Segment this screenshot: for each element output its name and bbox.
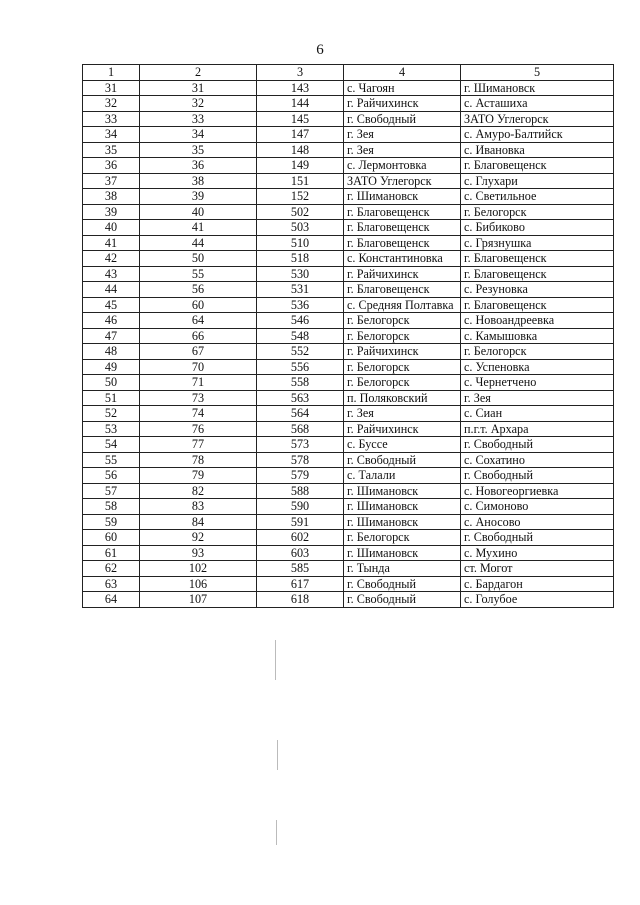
- table-row: [83, 437, 614, 453]
- table-cell: 52: [83, 406, 140, 422]
- table-cell: г. Благовещенск: [461, 158, 614, 174]
- table-cell: г. Райчихинск: [344, 266, 461, 282]
- table-row: [83, 328, 614, 344]
- table-cell: 56: [83, 468, 140, 484]
- routes-table: [82, 64, 614, 608]
- table-cell: 143: [257, 80, 344, 96]
- table-cell: 83: [140, 499, 257, 515]
- table-cell: г. Белогорск: [344, 530, 461, 546]
- table-cell: с. Талали: [344, 468, 461, 484]
- table-cell: 73: [140, 390, 257, 406]
- table-cell: 92: [140, 530, 257, 546]
- table-cell: 152: [257, 189, 344, 205]
- table-cell: 60: [83, 530, 140, 546]
- table-cell: г. Шимановск: [344, 545, 461, 561]
- table-row: [83, 173, 614, 189]
- table-cell: 55: [83, 452, 140, 468]
- scan-artifact: [276, 820, 277, 845]
- table-cell: 145: [257, 111, 344, 127]
- table-cell: г. Свободный: [461, 530, 614, 546]
- table-cell: 102: [140, 561, 257, 577]
- table-cell: 53: [83, 421, 140, 437]
- table-cell: с. Константиновка: [344, 251, 461, 267]
- table-cell: 71: [140, 375, 257, 391]
- table-cell: 48: [83, 344, 140, 360]
- table-cell: 147: [257, 127, 344, 143]
- table-row: [83, 545, 614, 561]
- table-cell: с. Резуновка: [461, 282, 614, 298]
- table-cell: 74: [140, 406, 257, 422]
- table-cell: 32: [140, 96, 257, 112]
- table-cell: г. Свободный: [461, 437, 614, 453]
- table-cell: с. Чагоян: [344, 80, 461, 96]
- table-cell: 54: [83, 437, 140, 453]
- table-row: [83, 189, 614, 205]
- table-cell: 51: [83, 390, 140, 406]
- table-cell: 58: [83, 499, 140, 515]
- table-cell: г. Благовещенск: [461, 251, 614, 267]
- table-cell: 591: [257, 514, 344, 530]
- table-cell: 548: [257, 328, 344, 344]
- table-cell: 64: [140, 313, 257, 329]
- table-cell: 568: [257, 421, 344, 437]
- table-cell: 62: [83, 561, 140, 577]
- table-cell: с. Камышовка: [461, 328, 614, 344]
- table-cell: 56: [140, 282, 257, 298]
- table-cell: 66: [140, 328, 257, 344]
- table-cell: ЗАТО Углегорск: [344, 173, 461, 189]
- table-cell: с. Сиан: [461, 406, 614, 422]
- table-cell: 43: [83, 266, 140, 282]
- table-cell: 44: [83, 282, 140, 298]
- table-cell: 588: [257, 483, 344, 499]
- table-cell: 149: [257, 158, 344, 174]
- table-row: [83, 421, 614, 437]
- table-cell: с. Новогеоргиевка: [461, 483, 614, 499]
- table-cell: 55: [140, 266, 257, 282]
- table-cell: г. Благовещенск: [461, 297, 614, 313]
- table-row: [83, 359, 614, 375]
- table-cell: г. Райчихинск: [344, 96, 461, 112]
- table-row: [83, 266, 614, 282]
- table-cell: г. Белогорск: [461, 204, 614, 220]
- table-cell: г. Благовещенск: [344, 282, 461, 298]
- table-cell: г. Свободный: [344, 111, 461, 127]
- table-cell: 79: [140, 468, 257, 484]
- table-cell: 70: [140, 359, 257, 375]
- table-cell: г. Свободный: [344, 592, 461, 608]
- table-cell: 35: [83, 142, 140, 158]
- scan-artifact: [277, 740, 278, 770]
- table-cell: 46: [83, 313, 140, 329]
- table-cell: г. Шимановск: [344, 514, 461, 530]
- table-cell: г. Белогорск: [344, 328, 461, 344]
- table-cell: 50: [140, 251, 257, 267]
- table-cell: 151: [257, 173, 344, 189]
- table-cell: 106: [140, 576, 257, 592]
- table-cell: 107: [140, 592, 257, 608]
- table-row: [83, 452, 614, 468]
- table-row: [83, 142, 614, 158]
- table-cell: 31: [140, 80, 257, 96]
- table-header-row: [83, 65, 614, 81]
- table-cell: 144: [257, 96, 344, 112]
- table-cell: с. Голубое: [461, 592, 614, 608]
- table-cell: с. Грязнушка: [461, 235, 614, 251]
- table-cell: 579: [257, 468, 344, 484]
- table-cell: с. Ивановка: [461, 142, 614, 158]
- table-row: [83, 514, 614, 530]
- table-cell: 36: [140, 158, 257, 174]
- table-cell: ст. Могот: [461, 561, 614, 577]
- table-cell: с. Успеновка: [461, 359, 614, 375]
- column-header: 2: [140, 65, 257, 81]
- table-cell: г. Благовещенск: [344, 204, 461, 220]
- table-cell: 32: [83, 96, 140, 112]
- table-cell: 41: [140, 220, 257, 236]
- table-row: [83, 375, 614, 391]
- table-cell: г. Шимановск: [344, 189, 461, 205]
- table-cell: 546: [257, 313, 344, 329]
- table-cell: 603: [257, 545, 344, 561]
- table-cell: 40: [83, 220, 140, 236]
- table-cell: 76: [140, 421, 257, 437]
- table-cell: 585: [257, 561, 344, 577]
- table-cell: 573: [257, 437, 344, 453]
- table-cell: 61: [83, 545, 140, 561]
- table-cell: 33: [83, 111, 140, 127]
- table-cell: 47: [83, 328, 140, 344]
- table-cell: 59: [83, 514, 140, 530]
- table-cell: с. Симоново: [461, 499, 614, 515]
- table-cell: 618: [257, 592, 344, 608]
- page-number: 6: [316, 42, 324, 58]
- table-cell: г. Зея: [344, 127, 461, 143]
- table-cell: 34: [83, 127, 140, 143]
- table-row: [83, 313, 614, 329]
- table-cell: 536: [257, 297, 344, 313]
- scan-artifact: [275, 640, 276, 680]
- table-row: [83, 297, 614, 313]
- table-cell: г. Райчихинск: [344, 344, 461, 360]
- table-cell: г. Райчихинск: [344, 421, 461, 437]
- table-cell: г. Белогорск: [461, 344, 614, 360]
- table-cell: 564: [257, 406, 344, 422]
- table-cell: г. Свободный: [344, 452, 461, 468]
- table-row: [83, 483, 614, 499]
- table-cell: с. Новоандреевка: [461, 313, 614, 329]
- table-cell: 31: [83, 80, 140, 96]
- table-cell: 50: [83, 375, 140, 391]
- table-cell: г. Благовещенск: [461, 266, 614, 282]
- table-cell: 63: [83, 576, 140, 592]
- table-cell: г. Шимановск: [344, 499, 461, 515]
- column-header: 1: [83, 65, 140, 81]
- table-row: [83, 204, 614, 220]
- table-cell: п. Поляковский: [344, 390, 461, 406]
- table-row: [83, 530, 614, 546]
- table-cell: 531: [257, 282, 344, 298]
- table-cell: с. Бардагон: [461, 576, 614, 592]
- table-cell: 558: [257, 375, 344, 391]
- table-cell: 82: [140, 483, 257, 499]
- table-cell: 590: [257, 499, 344, 515]
- table-cell: 67: [140, 344, 257, 360]
- table-row: [83, 344, 614, 360]
- table-row: [83, 499, 614, 515]
- table-body: [83, 80, 614, 607]
- column-header: 3: [257, 65, 344, 81]
- table-cell: 38: [83, 189, 140, 205]
- table-cell: г. Свободный: [461, 468, 614, 484]
- table-cell: 42: [83, 251, 140, 267]
- table-cell: 38: [140, 173, 257, 189]
- table-cell: 602: [257, 530, 344, 546]
- table-cell: 530: [257, 266, 344, 282]
- table-cell: г. Белогорск: [344, 359, 461, 375]
- table-cell: 148: [257, 142, 344, 158]
- table-cell: г. Тында: [344, 561, 461, 577]
- table-cell: 510: [257, 235, 344, 251]
- table-cell: 37: [83, 173, 140, 189]
- table-cell: 33: [140, 111, 257, 127]
- table-cell: с. Амуро-Балтийск: [461, 127, 614, 143]
- table-cell: с. Сохатино: [461, 452, 614, 468]
- table-cell: с. Бибиково: [461, 220, 614, 236]
- table-row: [83, 282, 614, 298]
- table-cell: 556: [257, 359, 344, 375]
- table-cell: с. Чернетчено: [461, 375, 614, 391]
- table-row: [83, 576, 614, 592]
- table-cell: 40: [140, 204, 257, 220]
- table-cell: с. Лермонтовка: [344, 158, 461, 174]
- table-cell: г. Зея: [461, 390, 614, 406]
- table-cell: г. Зея: [344, 142, 461, 158]
- table-cell: 36: [83, 158, 140, 174]
- table-cell: с. Средняя Полтавка: [344, 297, 461, 313]
- table-row: [83, 561, 614, 577]
- table-cell: 39: [140, 189, 257, 205]
- table-cell: 77: [140, 437, 257, 453]
- table-row: [83, 390, 614, 406]
- table-cell: 60: [140, 297, 257, 313]
- table-cell: 78: [140, 452, 257, 468]
- table-cell: 563: [257, 390, 344, 406]
- column-header: 4: [344, 65, 461, 81]
- table-row: [83, 80, 614, 96]
- table-cell: 617: [257, 576, 344, 592]
- table-cell: г. Белогорск: [344, 313, 461, 329]
- table-row: [83, 220, 614, 236]
- table-cell: ЗАТО Углегорск: [461, 111, 614, 127]
- table-cell: г. Благовещенск: [344, 220, 461, 236]
- table-cell: 578: [257, 452, 344, 468]
- table-cell: г. Зея: [344, 406, 461, 422]
- table-cell: с. Светильное: [461, 189, 614, 205]
- table-cell: 35: [140, 142, 257, 158]
- table-cell: 518: [257, 251, 344, 267]
- table-cell: 44: [140, 235, 257, 251]
- table-row: [83, 468, 614, 484]
- table-cell: 503: [257, 220, 344, 236]
- table-cell: 502: [257, 204, 344, 220]
- table-cell: г. Белогорск: [344, 375, 461, 391]
- table-row: [83, 127, 614, 143]
- table-cell: г. Шимановск: [344, 483, 461, 499]
- table-cell: г. Свободный: [344, 576, 461, 592]
- table-cell: с. Буссе: [344, 437, 461, 453]
- table-row: [83, 406, 614, 422]
- table-cell: 64: [83, 592, 140, 608]
- table-cell: 45: [83, 297, 140, 313]
- table-row: [83, 251, 614, 267]
- table-cell: 39: [83, 204, 140, 220]
- table-cell: с. Асташиха: [461, 96, 614, 112]
- table-cell: с. Аносово: [461, 514, 614, 530]
- table-row: [83, 111, 614, 127]
- table-row: [83, 158, 614, 174]
- table-cell: г. Шимановск: [461, 80, 614, 96]
- column-header: 5: [461, 65, 614, 81]
- table-row: [83, 235, 614, 251]
- table-row: [83, 592, 614, 608]
- table-cell: 84: [140, 514, 257, 530]
- table-cell: п.г.т. Архара: [461, 421, 614, 437]
- table-cell: с. Глухари: [461, 173, 614, 189]
- table-cell: 34: [140, 127, 257, 143]
- table-cell: 41: [83, 235, 140, 251]
- table-cell: 49: [83, 359, 140, 375]
- table-cell: 57: [83, 483, 140, 499]
- table-cell: 552: [257, 344, 344, 360]
- table-cell: 93: [140, 545, 257, 561]
- table-cell: с. Мухино: [461, 545, 614, 561]
- table-cell: г. Благовещенск: [344, 235, 461, 251]
- table-row: [83, 96, 614, 112]
